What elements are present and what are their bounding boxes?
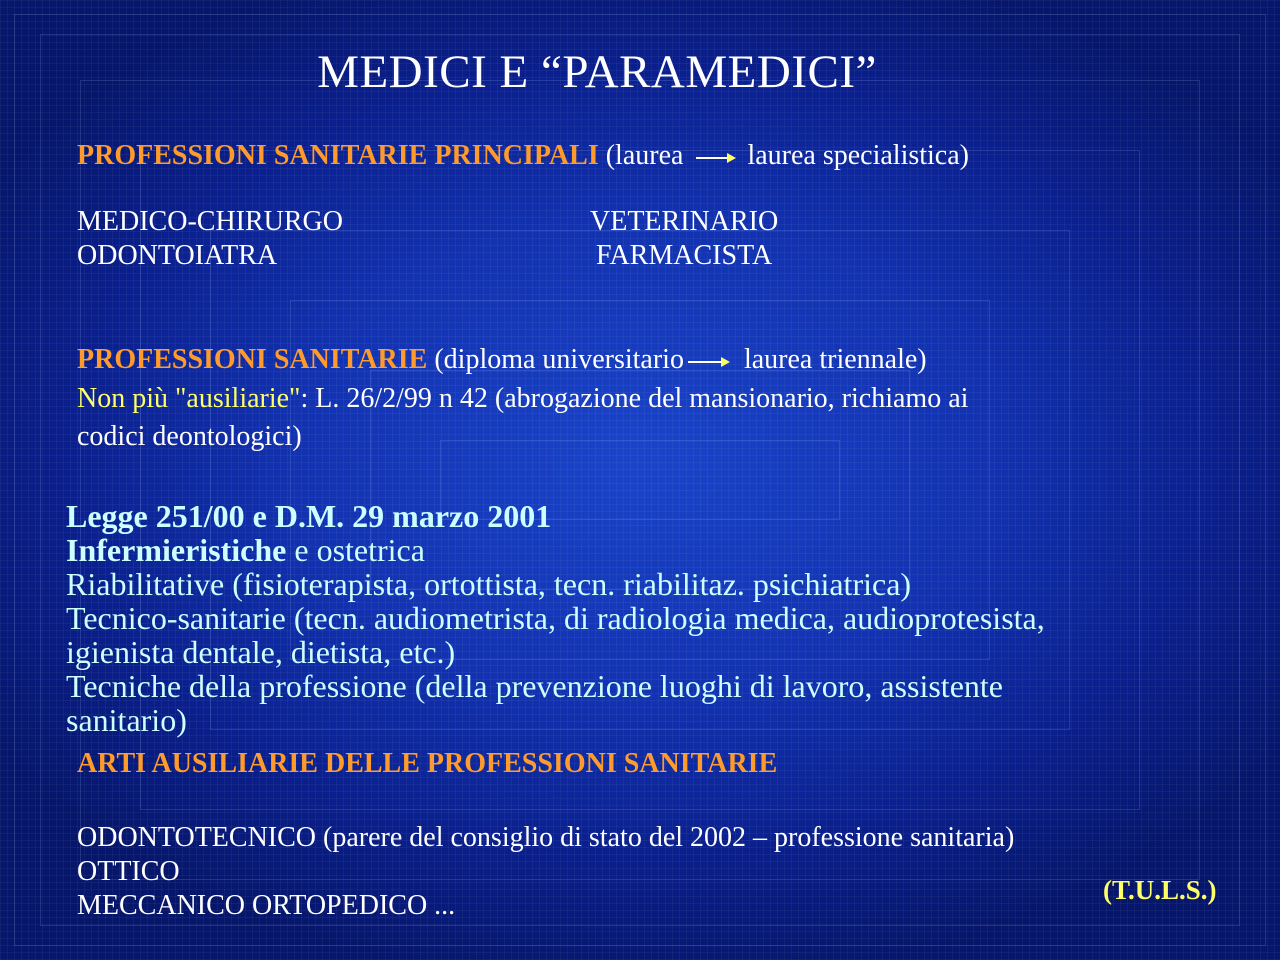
section2-note-start: (diploma universitario: [434, 344, 684, 375]
arte-odontotecnico: ODONTOTECNICO (parere del consiglio di stato del 2002 – professione sanitaria): [77, 822, 1015, 853]
category-tecniche-professione-cont: sanitario): [66, 702, 187, 738]
arte-meccanico-ortopedico: MECCANICO ORTOPEDICO ...: [77, 890, 456, 921]
section2-note-end: laurea triennale): [743, 344, 927, 375]
section2-heading: PROFESSIONI SANITARIE: [77, 344, 428, 375]
arte-ottico: OTTICO: [77, 856, 180, 887]
section2-heading-line: [77, 341, 927, 379]
section1-note-start: (laurea: [605, 140, 684, 171]
section2-text-line1: [77, 380, 968, 418]
slide-title: MEDICI E “PARAMEDICI”: [317, 46, 877, 98]
section1-note-end: laurea specialistica): [747, 140, 969, 171]
section2-text: : L. 26/2/99 n 42 (abrogazione del mansionario, richiamo ai: [300, 383, 969, 414]
section2-text-line2: codici deontologici): [77, 421, 302, 452]
profession-veterinario: VETERINARIO: [590, 206, 779, 237]
arrow-right-icon: [696, 157, 734, 159]
category-infermieristiche-rest: e ostetrica: [286, 532, 425, 568]
category-riabilitative: Riabilitative (fisioterapista, ortottista, tecn. riabilitaz. psichiatrica): [66, 566, 912, 602]
section1-heading-line: [77, 139, 969, 173]
category-infermieristiche-bold: Infermieristiche: [66, 532, 287, 568]
category-infermieristiche: [66, 533, 425, 567]
profession-medico: MEDICO-CHIRURGO: [77, 206, 343, 237]
profession-odontoiatra: ODONTOIATRA: [77, 240, 278, 271]
section4-heading: ARTI AUSILIARIE DELLE PROFESSIONI SANITARIE: [77, 748, 778, 779]
profession-farmacista: FARMACISTA: [596, 240, 773, 271]
category-tecnico-sanitarie: Tecnico-sanitarie (tecn. audiometrista, di radiologia medica, audioprotesista,: [66, 600, 1045, 636]
section1-heading: PROFESSIONI SANITARIE PRINCIPALI: [77, 140, 599, 171]
arrow-right-icon: [688, 361, 728, 363]
section2-highlight: Non più "ausiliarie": [77, 383, 301, 414]
source-tuls: (T.U.L.S.): [1103, 875, 1217, 905]
law-reference: Legge 251/00 e D.M. 29 marzo 2001: [66, 498, 552, 534]
category-tecnico-sanitarie-cont: igienista dentale, dietista, etc.): [66, 634, 456, 670]
category-tecniche-professione: Tecniche della professione (della prevenzione luoghi di lavoro, assistente: [66, 668, 1003, 704]
